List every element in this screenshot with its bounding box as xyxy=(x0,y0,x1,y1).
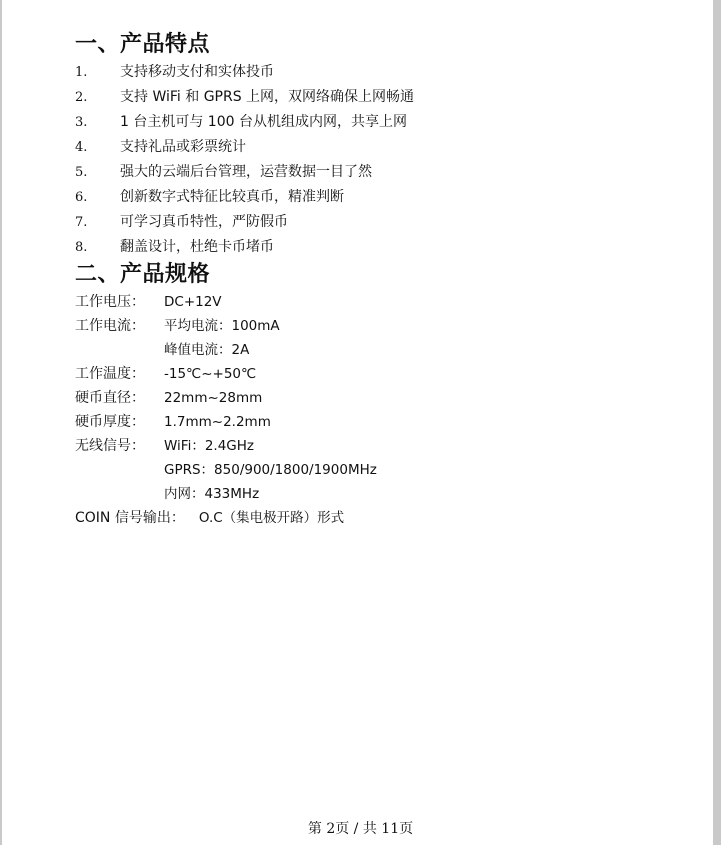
spec-value: 内网：433MHz xyxy=(164,486,260,502)
spec-row xyxy=(75,410,675,434)
spec-value: -15℃~+50℃ xyxy=(164,366,257,382)
spec-row xyxy=(75,458,675,482)
spec-row xyxy=(75,434,675,458)
spec-value: 22mm~28mm xyxy=(164,390,263,406)
spec-row xyxy=(75,362,675,386)
list-item xyxy=(75,185,675,210)
spec-row xyxy=(75,482,675,506)
list-item-number: 8. xyxy=(75,240,88,255)
page-border-left xyxy=(0,0,2,845)
list-item-number: 5. xyxy=(75,165,88,180)
list-item-text: 支持 WiFi 和 GPRS 上网，双网络确保上网畅通 xyxy=(120,89,415,105)
spec-row xyxy=(75,338,675,362)
list-item-number: 7. xyxy=(75,215,88,230)
spec-list xyxy=(75,290,675,530)
list-item-number: 6. xyxy=(75,190,88,205)
spec-value: 平均电流：100mA xyxy=(164,318,280,334)
list-item-number: 3. xyxy=(75,115,88,130)
list-item-number: 2. xyxy=(75,90,88,105)
spec-row xyxy=(75,506,675,530)
spec-label xyxy=(75,482,164,506)
spec-value: DC+12V xyxy=(164,294,222,310)
feature-list xyxy=(75,60,675,260)
list-item xyxy=(75,235,675,260)
spec-row xyxy=(75,290,675,314)
list-item xyxy=(75,85,675,110)
spec-value: 1.7mm~2.2mm xyxy=(164,414,271,430)
list-item xyxy=(75,135,675,160)
list-item xyxy=(75,210,675,235)
spec-value: WiFi：2.4GHz xyxy=(164,438,255,454)
spec-label: 硬币厚度： xyxy=(75,414,145,430)
spec-label: 工作电压： xyxy=(75,294,145,310)
spec-label: 无线信号： xyxy=(75,438,145,454)
list-item-text: 支持移动支付和实体投币 xyxy=(120,64,274,80)
spec-row xyxy=(75,314,675,338)
spec-value: 峰值电流：2A xyxy=(164,342,250,358)
page-footer xyxy=(0,818,721,838)
list-item-number: 4. xyxy=(75,140,88,155)
list-item xyxy=(75,160,675,185)
spec-label xyxy=(75,458,164,482)
spec-label: COIN 信号输出： xyxy=(75,510,185,526)
page-border-right xyxy=(713,0,721,845)
spec-label: 硬币直径： xyxy=(75,390,145,406)
list-item xyxy=(75,110,675,135)
list-item-text: 支持礼品或彩票统计 xyxy=(120,139,246,155)
spec-label: 工作温度： xyxy=(75,366,145,382)
spec-row xyxy=(75,386,675,410)
list-item-text: 创新数字式特征比较真币，精准判断 xyxy=(120,189,344,205)
list-item-text: 可学习真币特性，严防假币 xyxy=(120,214,288,230)
section-title-features: 一、产品特点 xyxy=(75,32,211,57)
section-title-specs: 二、产品规格 xyxy=(75,262,211,287)
list-item-text: 1 台主机可与 100 台从机组成内网，共享上网 xyxy=(120,114,407,130)
spec-value: O.C（集电极开路）形式 xyxy=(198,510,345,526)
spec-label xyxy=(75,338,164,362)
spec-value: GPRS：850/900/1800/1900MHz xyxy=(164,462,377,478)
document-content xyxy=(75,30,675,530)
list-item-text: 强大的云端后台管理，运营数据一目了然 xyxy=(120,164,372,180)
list-item-number: 1. xyxy=(75,65,88,80)
list-item-text: 翻盖设计，杜绝卡币堵币 xyxy=(120,239,274,255)
list-item xyxy=(75,60,675,85)
spec-label: 工作电流： xyxy=(75,318,145,334)
page-number: 第 2页 / 共 11页 xyxy=(307,821,414,837)
